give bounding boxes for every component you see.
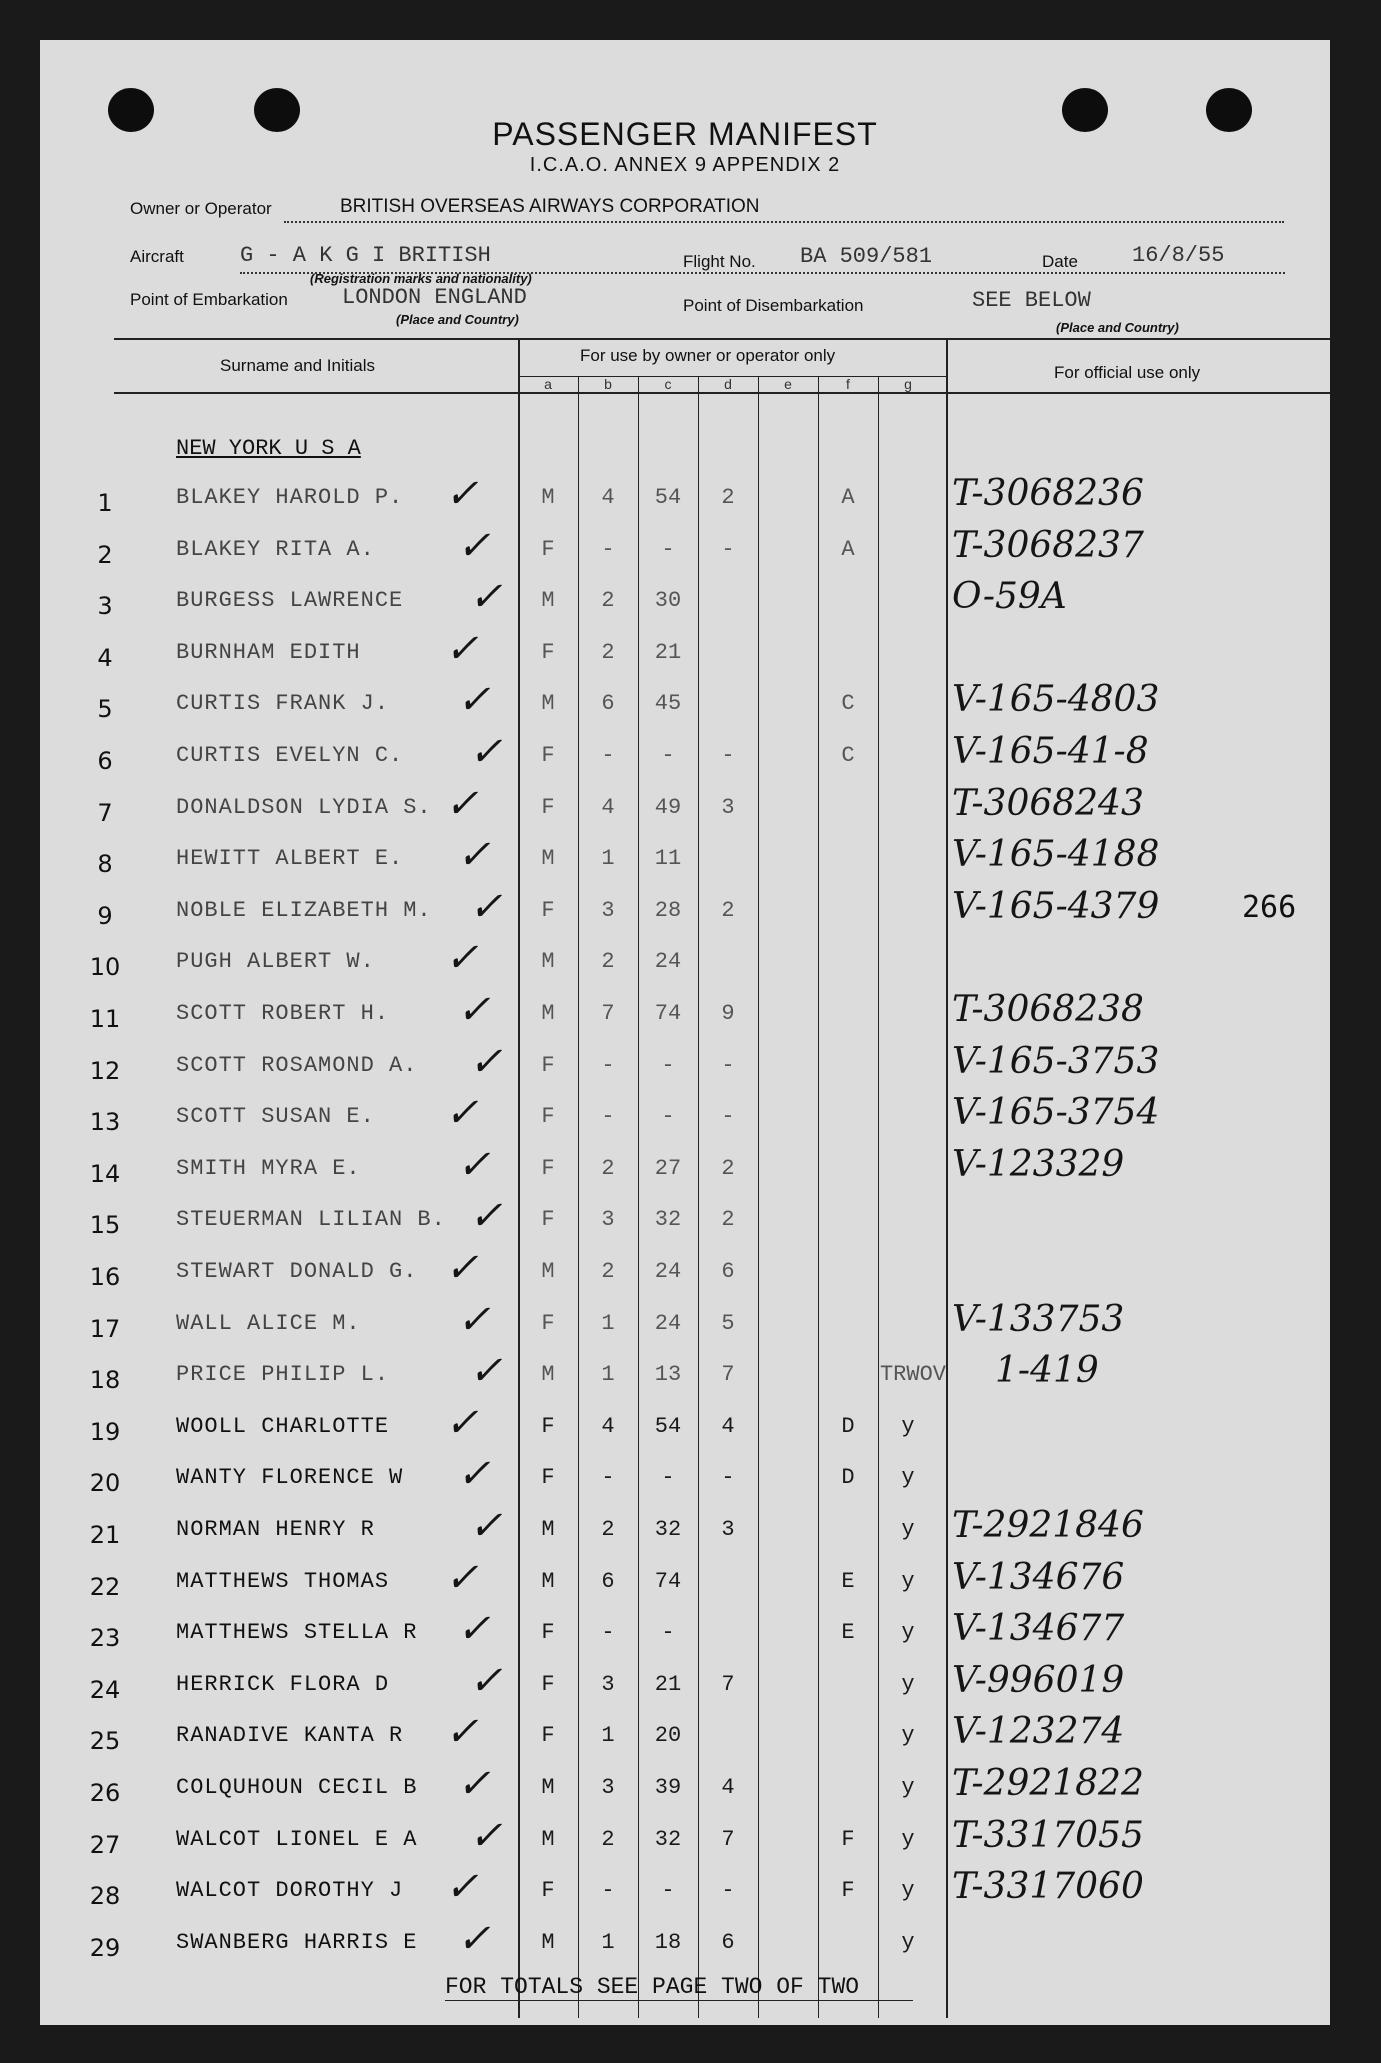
owner-value: BRITISH OVERSEAS AIRWAYS CORPORATION bbox=[340, 196, 760, 217]
cell-b: 3 bbox=[601, 898, 615, 923]
cell-a: F bbox=[541, 795, 555, 820]
cell-a: F bbox=[541, 1672, 555, 1697]
column-header-d: d bbox=[724, 376, 732, 392]
cell-d: - bbox=[721, 1878, 735, 1903]
row-number: 1 bbox=[97, 489, 113, 517]
aircraft-value: G - A K G I BRITISH bbox=[240, 243, 491, 268]
cell-f: D bbox=[841, 1414, 855, 1439]
cell-c: 21 bbox=[654, 1672, 682, 1697]
passenger-name: BLAKEY HAROLD P. bbox=[176, 485, 404, 510]
cell-a: F bbox=[541, 537, 555, 562]
passenger-name: RANADIVE KANTA R bbox=[176, 1723, 404, 1748]
cell-b: 1 bbox=[601, 846, 615, 871]
cell-g: y bbox=[901, 1878, 915, 1903]
cell-g: y bbox=[901, 1517, 915, 1542]
row-number: 9 bbox=[97, 902, 113, 930]
row-number: 13 bbox=[89, 1108, 121, 1136]
cell-f: C bbox=[841, 743, 855, 768]
check-mark-icon: ✓ bbox=[469, 1503, 503, 1549]
check-mark-icon: ✓ bbox=[469, 1193, 503, 1239]
official-ticket-number: V-123329 bbox=[952, 1144, 1125, 1185]
cell-a: F bbox=[541, 1878, 555, 1903]
manifest-sheet bbox=[40, 40, 1330, 2025]
cell-b: 4 bbox=[601, 485, 615, 510]
column-line bbox=[698, 376, 699, 2018]
cell-a: M bbox=[541, 1001, 555, 1026]
cell-c: 39 bbox=[654, 1775, 682, 1800]
cell-a: M bbox=[541, 846, 555, 871]
cell-a: F bbox=[541, 1414, 555, 1439]
passenger-name: PUGH ALBERT W. bbox=[176, 949, 375, 974]
cell-b: 2 bbox=[601, 1827, 615, 1852]
check-mark-icon: ✓ bbox=[469, 1813, 503, 1859]
row-number: 3 bbox=[97, 592, 113, 620]
check-mark-icon: ✓ bbox=[469, 574, 503, 620]
cell-c: 13 bbox=[654, 1362, 682, 1387]
column-line bbox=[818, 376, 819, 2018]
embarkation-label: Point of Embarkation bbox=[130, 290, 288, 309]
check-mark-icon: ✓ bbox=[445, 1400, 479, 1446]
cell-b: 3 bbox=[601, 1672, 615, 1697]
official-ticket-number: V-165-3754 bbox=[952, 1092, 1160, 1133]
check-mark-icon: ✓ bbox=[445, 1555, 479, 1601]
cell-b: 1 bbox=[601, 1723, 615, 1748]
cell-a: M bbox=[541, 1569, 555, 1594]
flight-label: Flight No. bbox=[683, 252, 756, 271]
cell-b: - bbox=[601, 1620, 615, 1645]
aircraft-note: (Registration marks and nationality) bbox=[310, 271, 532, 286]
cell-c: 30 bbox=[654, 588, 682, 613]
column-header-e: e bbox=[784, 376, 792, 392]
row-number: 22 bbox=[89, 1573, 121, 1601]
row-number: 28 bbox=[89, 1882, 121, 1910]
official-ticket-number: O-59A bbox=[952, 576, 1067, 617]
cell-d: 3 bbox=[721, 795, 735, 820]
cell-c: 32 bbox=[654, 1517, 682, 1542]
cell-c: - bbox=[661, 1465, 675, 1490]
cell-g: y bbox=[901, 1414, 915, 1439]
cell-b: - bbox=[601, 743, 615, 768]
cell-b: 2 bbox=[601, 588, 615, 613]
cell-c: - bbox=[661, 1878, 675, 1903]
footer-note: FOR TOTALS SEE PAGE TWO OF TWO bbox=[445, 1974, 860, 2000]
check-mark-icon: ✓ bbox=[469, 884, 503, 930]
cell-f: E bbox=[841, 1620, 855, 1645]
cell-c: 20 bbox=[654, 1723, 682, 1748]
embarkation-value: LONDON ENGLAND bbox=[342, 285, 527, 310]
check-mark-icon: ✓ bbox=[469, 1348, 503, 1394]
cell-a: M bbox=[541, 1362, 555, 1387]
cell-a: F bbox=[541, 1465, 555, 1490]
passenger-name: STEUERMAN LILIAN B. bbox=[176, 1207, 446, 1232]
date-label: Date bbox=[1042, 252, 1078, 271]
official-ticket-number: T-2921822 bbox=[952, 1763, 1144, 1804]
official-ticket-number: V-165-4803 bbox=[952, 679, 1160, 720]
cell-b: - bbox=[601, 1878, 615, 1903]
row-number: 5 bbox=[97, 695, 113, 723]
passenger-name: WALCOT DOROTHY J bbox=[176, 1878, 404, 1903]
passenger-name: DONALDSON LYDIA S. bbox=[176, 795, 432, 820]
cell-g: y bbox=[901, 1620, 915, 1645]
check-mark-icon: ✓ bbox=[445, 781, 479, 827]
check-mark-icon: ✓ bbox=[445, 1090, 479, 1136]
passenger-name: BURNHAM EDITH bbox=[176, 640, 361, 665]
cell-a: F bbox=[541, 743, 555, 768]
passenger-name: HERRICK FLORA D bbox=[176, 1672, 390, 1697]
cell-d: 9 bbox=[721, 1001, 735, 1026]
cell-f: F bbox=[841, 1878, 855, 1903]
cell-b: 7 bbox=[601, 1001, 615, 1026]
column-line bbox=[638, 376, 639, 2018]
disembarkation-label: Point of Disembarkation bbox=[683, 296, 864, 315]
cell-c: 54 bbox=[654, 1414, 682, 1439]
check-mark-icon: ✓ bbox=[457, 523, 491, 569]
embarkation-note: (Place and Country) bbox=[396, 312, 519, 327]
official-ticket-number: T-2921846 bbox=[952, 1505, 1144, 1546]
official-ticket-number: V-165-3753 bbox=[952, 1041, 1160, 1082]
row-number: 23 bbox=[89, 1624, 121, 1652]
passenger-name: BLAKEY RITA A. bbox=[176, 537, 375, 562]
cell-a: F bbox=[541, 1620, 555, 1645]
passenger-name: CURTIS FRANK J. bbox=[176, 691, 390, 716]
cell-f: C bbox=[841, 691, 855, 716]
cell-d: 5 bbox=[721, 1311, 735, 1336]
cell-b: 1 bbox=[601, 1311, 615, 1336]
row-number: 10 bbox=[89, 953, 121, 981]
official-ticket-number: T-3068236 bbox=[952, 473, 1144, 514]
cell-d: 6 bbox=[721, 1930, 735, 1955]
cell-d: 7 bbox=[721, 1827, 735, 1852]
cell-c: 24 bbox=[654, 949, 682, 974]
official-ticket-number: V-134676 bbox=[952, 1557, 1125, 1598]
cell-g: y bbox=[901, 1569, 915, 1594]
cell-c: 49 bbox=[654, 795, 682, 820]
side-note: 266 bbox=[1242, 890, 1297, 925]
cell-b: 2 bbox=[601, 640, 615, 665]
cell-b: 2 bbox=[601, 1517, 615, 1542]
cell-g: TRWOV bbox=[879, 1362, 946, 1387]
cell-c: 24 bbox=[654, 1311, 682, 1336]
row-number: 25 bbox=[89, 1727, 121, 1755]
row-number: 24 bbox=[89, 1676, 121, 1704]
disembarkation-value: SEE BELOW bbox=[972, 288, 1091, 313]
cell-c: 74 bbox=[654, 1569, 682, 1594]
cell-c: 74 bbox=[654, 1001, 682, 1026]
passenger-name: STEWART DONALD G. bbox=[176, 1259, 418, 1284]
official-ticket-number: 1-419 bbox=[995, 1350, 1099, 1391]
row-number: 21 bbox=[89, 1521, 121, 1549]
cell-c: - bbox=[661, 1620, 675, 1645]
owner-use-header: For use by owner or operator only bbox=[580, 346, 836, 365]
check-mark-icon: ✓ bbox=[457, 1142, 491, 1188]
check-mark-icon: ✓ bbox=[457, 1606, 491, 1652]
passenger-name: NOBLE ELIZABETH M. bbox=[176, 898, 432, 923]
cell-b: 4 bbox=[601, 1414, 615, 1439]
official-ticket-number: V-123274 bbox=[952, 1711, 1125, 1752]
disembarkation-note: (Place and Country) bbox=[1056, 320, 1179, 335]
passenger-name: NORMAN HENRY R bbox=[176, 1517, 375, 1542]
passenger-name: PRICE PHILIP L. bbox=[176, 1362, 390, 1387]
cell-d: 4 bbox=[721, 1775, 735, 1800]
check-mark-icon: ✓ bbox=[469, 729, 503, 775]
cell-d: - bbox=[721, 1104, 735, 1129]
cell-b: - bbox=[601, 1465, 615, 1490]
check-mark-icon: ✓ bbox=[445, 1709, 479, 1755]
cell-c: 45 bbox=[654, 691, 682, 716]
passenger-name: MATTHEWS THOMAS bbox=[176, 1569, 390, 1594]
official-ticket-number: V-165-4379 bbox=[952, 886, 1160, 927]
table-divider bbox=[946, 338, 948, 2018]
cell-a: M bbox=[541, 1775, 555, 1800]
row-number: 14 bbox=[89, 1160, 121, 1188]
row-number: 15 bbox=[89, 1211, 121, 1239]
cell-f: E bbox=[841, 1569, 855, 1594]
table-header-rule bbox=[114, 392, 1330, 394]
cell-f: A bbox=[841, 537, 855, 562]
column-header-b: b bbox=[604, 376, 612, 392]
cell-a: M bbox=[541, 1259, 555, 1284]
cell-b: 3 bbox=[601, 1775, 615, 1800]
cell-d: - bbox=[721, 1465, 735, 1490]
official-use-header: For official use only bbox=[1054, 363, 1201, 382]
official-ticket-number: V-165-4188 bbox=[952, 834, 1160, 875]
cell-a: M bbox=[541, 691, 555, 716]
cell-g: y bbox=[901, 1827, 915, 1852]
cell-a: M bbox=[541, 1930, 555, 1955]
check-mark-icon: ✓ bbox=[457, 1761, 491, 1807]
cell-d: 6 bbox=[721, 1259, 735, 1284]
check-mark-icon: ✓ bbox=[445, 471, 479, 517]
check-mark-icon: ✓ bbox=[445, 626, 479, 672]
surname-header: Surname and Initials bbox=[220, 356, 375, 375]
owner-label: Owner or Operator bbox=[130, 199, 272, 218]
passenger-name: WALL ALICE M. bbox=[176, 1311, 361, 1336]
cell-b: 2 bbox=[601, 1259, 615, 1284]
check-mark-icon: ✓ bbox=[457, 987, 491, 1033]
row-number: 4 bbox=[97, 644, 113, 672]
cell-a: F bbox=[541, 1311, 555, 1336]
column-header-f: f bbox=[846, 376, 850, 392]
cell-c: 21 bbox=[654, 640, 682, 665]
passenger-name: SCOTT ROBERT H. bbox=[176, 1001, 390, 1026]
owner-line bbox=[284, 221, 1284, 223]
cell-d: - bbox=[721, 537, 735, 562]
cell-a: F bbox=[541, 640, 555, 665]
check-mark-icon: ✓ bbox=[469, 1658, 503, 1704]
row-number: 19 bbox=[89, 1418, 121, 1446]
cell-c: 24 bbox=[654, 1259, 682, 1284]
official-ticket-number: T-3317055 bbox=[952, 1815, 1144, 1856]
cell-b: 1 bbox=[601, 1362, 615, 1387]
cell-a: M bbox=[541, 588, 555, 613]
cell-c: - bbox=[661, 537, 675, 562]
cell-c: 32 bbox=[654, 1827, 682, 1852]
date-value: 16/8/55 bbox=[1132, 243, 1225, 268]
cell-g: y bbox=[901, 1775, 915, 1800]
row-number: 11 bbox=[89, 1005, 121, 1033]
cell-d: 2 bbox=[721, 1156, 735, 1181]
cell-b: 3 bbox=[601, 1207, 615, 1232]
cell-b: 1 bbox=[601, 1930, 615, 1955]
official-ticket-number: T-3317060 bbox=[952, 1866, 1144, 1907]
cell-c: - bbox=[661, 1104, 675, 1129]
column-header-g: g bbox=[904, 376, 912, 392]
passenger-name: SCOTT ROSAMOND A. bbox=[176, 1053, 418, 1078]
check-mark-icon: ✓ bbox=[457, 677, 491, 723]
cell-c: 18 bbox=[654, 1930, 682, 1955]
official-ticket-number: V-165-41-8 bbox=[952, 731, 1149, 772]
aircraft-label: Aircraft bbox=[130, 247, 184, 266]
check-mark-icon: ✓ bbox=[445, 935, 479, 981]
check-mark-icon: ✓ bbox=[457, 1451, 491, 1497]
passenger-name: WANTY FLORENCE W bbox=[176, 1465, 404, 1490]
cell-d: 2 bbox=[721, 485, 735, 510]
cell-a: F bbox=[541, 1104, 555, 1129]
row-number: 26 bbox=[89, 1779, 121, 1807]
row-number: 6 bbox=[97, 747, 113, 775]
cell-a: F bbox=[541, 1207, 555, 1232]
cell-g: y bbox=[901, 1723, 915, 1748]
row-number: 27 bbox=[89, 1831, 121, 1859]
passenger-name: CURTIS EVELYN C. bbox=[176, 743, 404, 768]
cell-a: F bbox=[541, 898, 555, 923]
cell-c: 28 bbox=[654, 898, 682, 923]
table-top-rule bbox=[114, 338, 1330, 340]
cell-g: y bbox=[901, 1930, 915, 1955]
cell-a: M bbox=[541, 1517, 555, 1542]
cell-a: F bbox=[541, 1053, 555, 1078]
row-number: 17 bbox=[89, 1315, 121, 1343]
aircraft-line bbox=[240, 272, 1285, 274]
cell-b: 2 bbox=[601, 949, 615, 974]
row-number: 16 bbox=[89, 1263, 121, 1291]
row-number: 8 bbox=[97, 850, 113, 878]
cell-a: F bbox=[541, 1156, 555, 1181]
cell-d: 4 bbox=[721, 1414, 735, 1439]
cell-b: 4 bbox=[601, 795, 615, 820]
passenger-name: WOOLL CHARLOTTE bbox=[176, 1414, 390, 1439]
cell-c: 11 bbox=[654, 846, 682, 871]
cell-b: - bbox=[601, 1053, 615, 1078]
cell-f: F bbox=[841, 1827, 855, 1852]
passenger-name: WALCOT LIONEL E A bbox=[176, 1827, 418, 1852]
cell-b: - bbox=[601, 537, 615, 562]
cell-f: A bbox=[841, 485, 855, 510]
column-header-a: a bbox=[544, 376, 552, 392]
row-number: 29 bbox=[89, 1934, 121, 1962]
document-title: PASSENGER MANIFEST bbox=[492, 116, 878, 152]
row-number: 18 bbox=[89, 1366, 121, 1394]
row-number: 2 bbox=[97, 541, 113, 569]
column-header-c: c bbox=[664, 376, 672, 392]
column-line bbox=[878, 376, 879, 2018]
row-number: 7 bbox=[97, 799, 113, 827]
cell-d: 7 bbox=[721, 1672, 735, 1697]
cell-b: 6 bbox=[601, 1569, 615, 1594]
passenger-name: SMITH MYRA E. bbox=[176, 1156, 361, 1181]
check-mark-icon: ✓ bbox=[457, 1297, 491, 1343]
check-mark-icon: ✓ bbox=[445, 1864, 479, 1910]
column-line bbox=[578, 376, 579, 2018]
cell-c: 54 bbox=[654, 485, 682, 510]
cell-b: 6 bbox=[601, 691, 615, 716]
column-line bbox=[758, 376, 759, 2018]
official-ticket-number: V-134677 bbox=[952, 1608, 1125, 1649]
cell-c: 27 bbox=[654, 1156, 682, 1181]
official-ticket-number: T-3068243 bbox=[952, 783, 1144, 824]
passenger-name: BURGESS LAWRENCE bbox=[176, 588, 404, 613]
footer-underline bbox=[445, 2000, 913, 2001]
cell-f: D bbox=[841, 1465, 855, 1490]
cell-g: y bbox=[901, 1672, 915, 1697]
check-mark-icon: ✓ bbox=[457, 1916, 491, 1962]
passenger-name: SCOTT SUSAN E. bbox=[176, 1104, 375, 1129]
passenger-name: HEWITT ALBERT E. bbox=[176, 846, 404, 871]
cell-g: y bbox=[901, 1465, 915, 1490]
official-ticket-number: V-996019 bbox=[952, 1660, 1125, 1701]
cell-d: 2 bbox=[721, 1207, 735, 1232]
cell-a: M bbox=[541, 485, 555, 510]
row-number: 20 bbox=[89, 1469, 121, 1497]
check-mark-icon: ✓ bbox=[445, 1245, 479, 1291]
cell-c: 32 bbox=[654, 1207, 682, 1232]
row-number: 12 bbox=[89, 1057, 121, 1085]
cell-c: - bbox=[661, 743, 675, 768]
official-ticket-number: T-3068237 bbox=[952, 525, 1144, 566]
cell-b: 2 bbox=[601, 1156, 615, 1181]
cell-c: - bbox=[661, 1053, 675, 1078]
cell-a: M bbox=[541, 949, 555, 974]
check-mark-icon: ✓ bbox=[469, 1039, 503, 1085]
passenger-name: SWANBERG HARRIS E bbox=[176, 1930, 418, 1955]
cell-a: M bbox=[541, 1827, 555, 1852]
passenger-name: COLQUHOUN CECIL B bbox=[176, 1775, 418, 1800]
cell-d: 3 bbox=[721, 1517, 735, 1542]
cell-d: - bbox=[721, 743, 735, 768]
check-mark-icon: ✓ bbox=[457, 832, 491, 878]
official-ticket-number: V-133753 bbox=[952, 1299, 1125, 1340]
cell-d: 7 bbox=[721, 1362, 735, 1387]
document-subtitle: I.C.A.O. ANNEX 9 APPENDIX 2 bbox=[529, 154, 841, 176]
destination: NEW YORK U S A bbox=[176, 436, 361, 461]
cell-a: F bbox=[541, 1723, 555, 1748]
official-ticket-number: T-3068238 bbox=[952, 989, 1144, 1030]
cell-d: 2 bbox=[721, 898, 735, 923]
passenger-name: MATTHEWS STELLA R bbox=[176, 1620, 418, 1645]
cell-d: - bbox=[721, 1053, 735, 1078]
cell-b: - bbox=[601, 1104, 615, 1129]
flight-value: BA 509/581 bbox=[800, 244, 933, 269]
